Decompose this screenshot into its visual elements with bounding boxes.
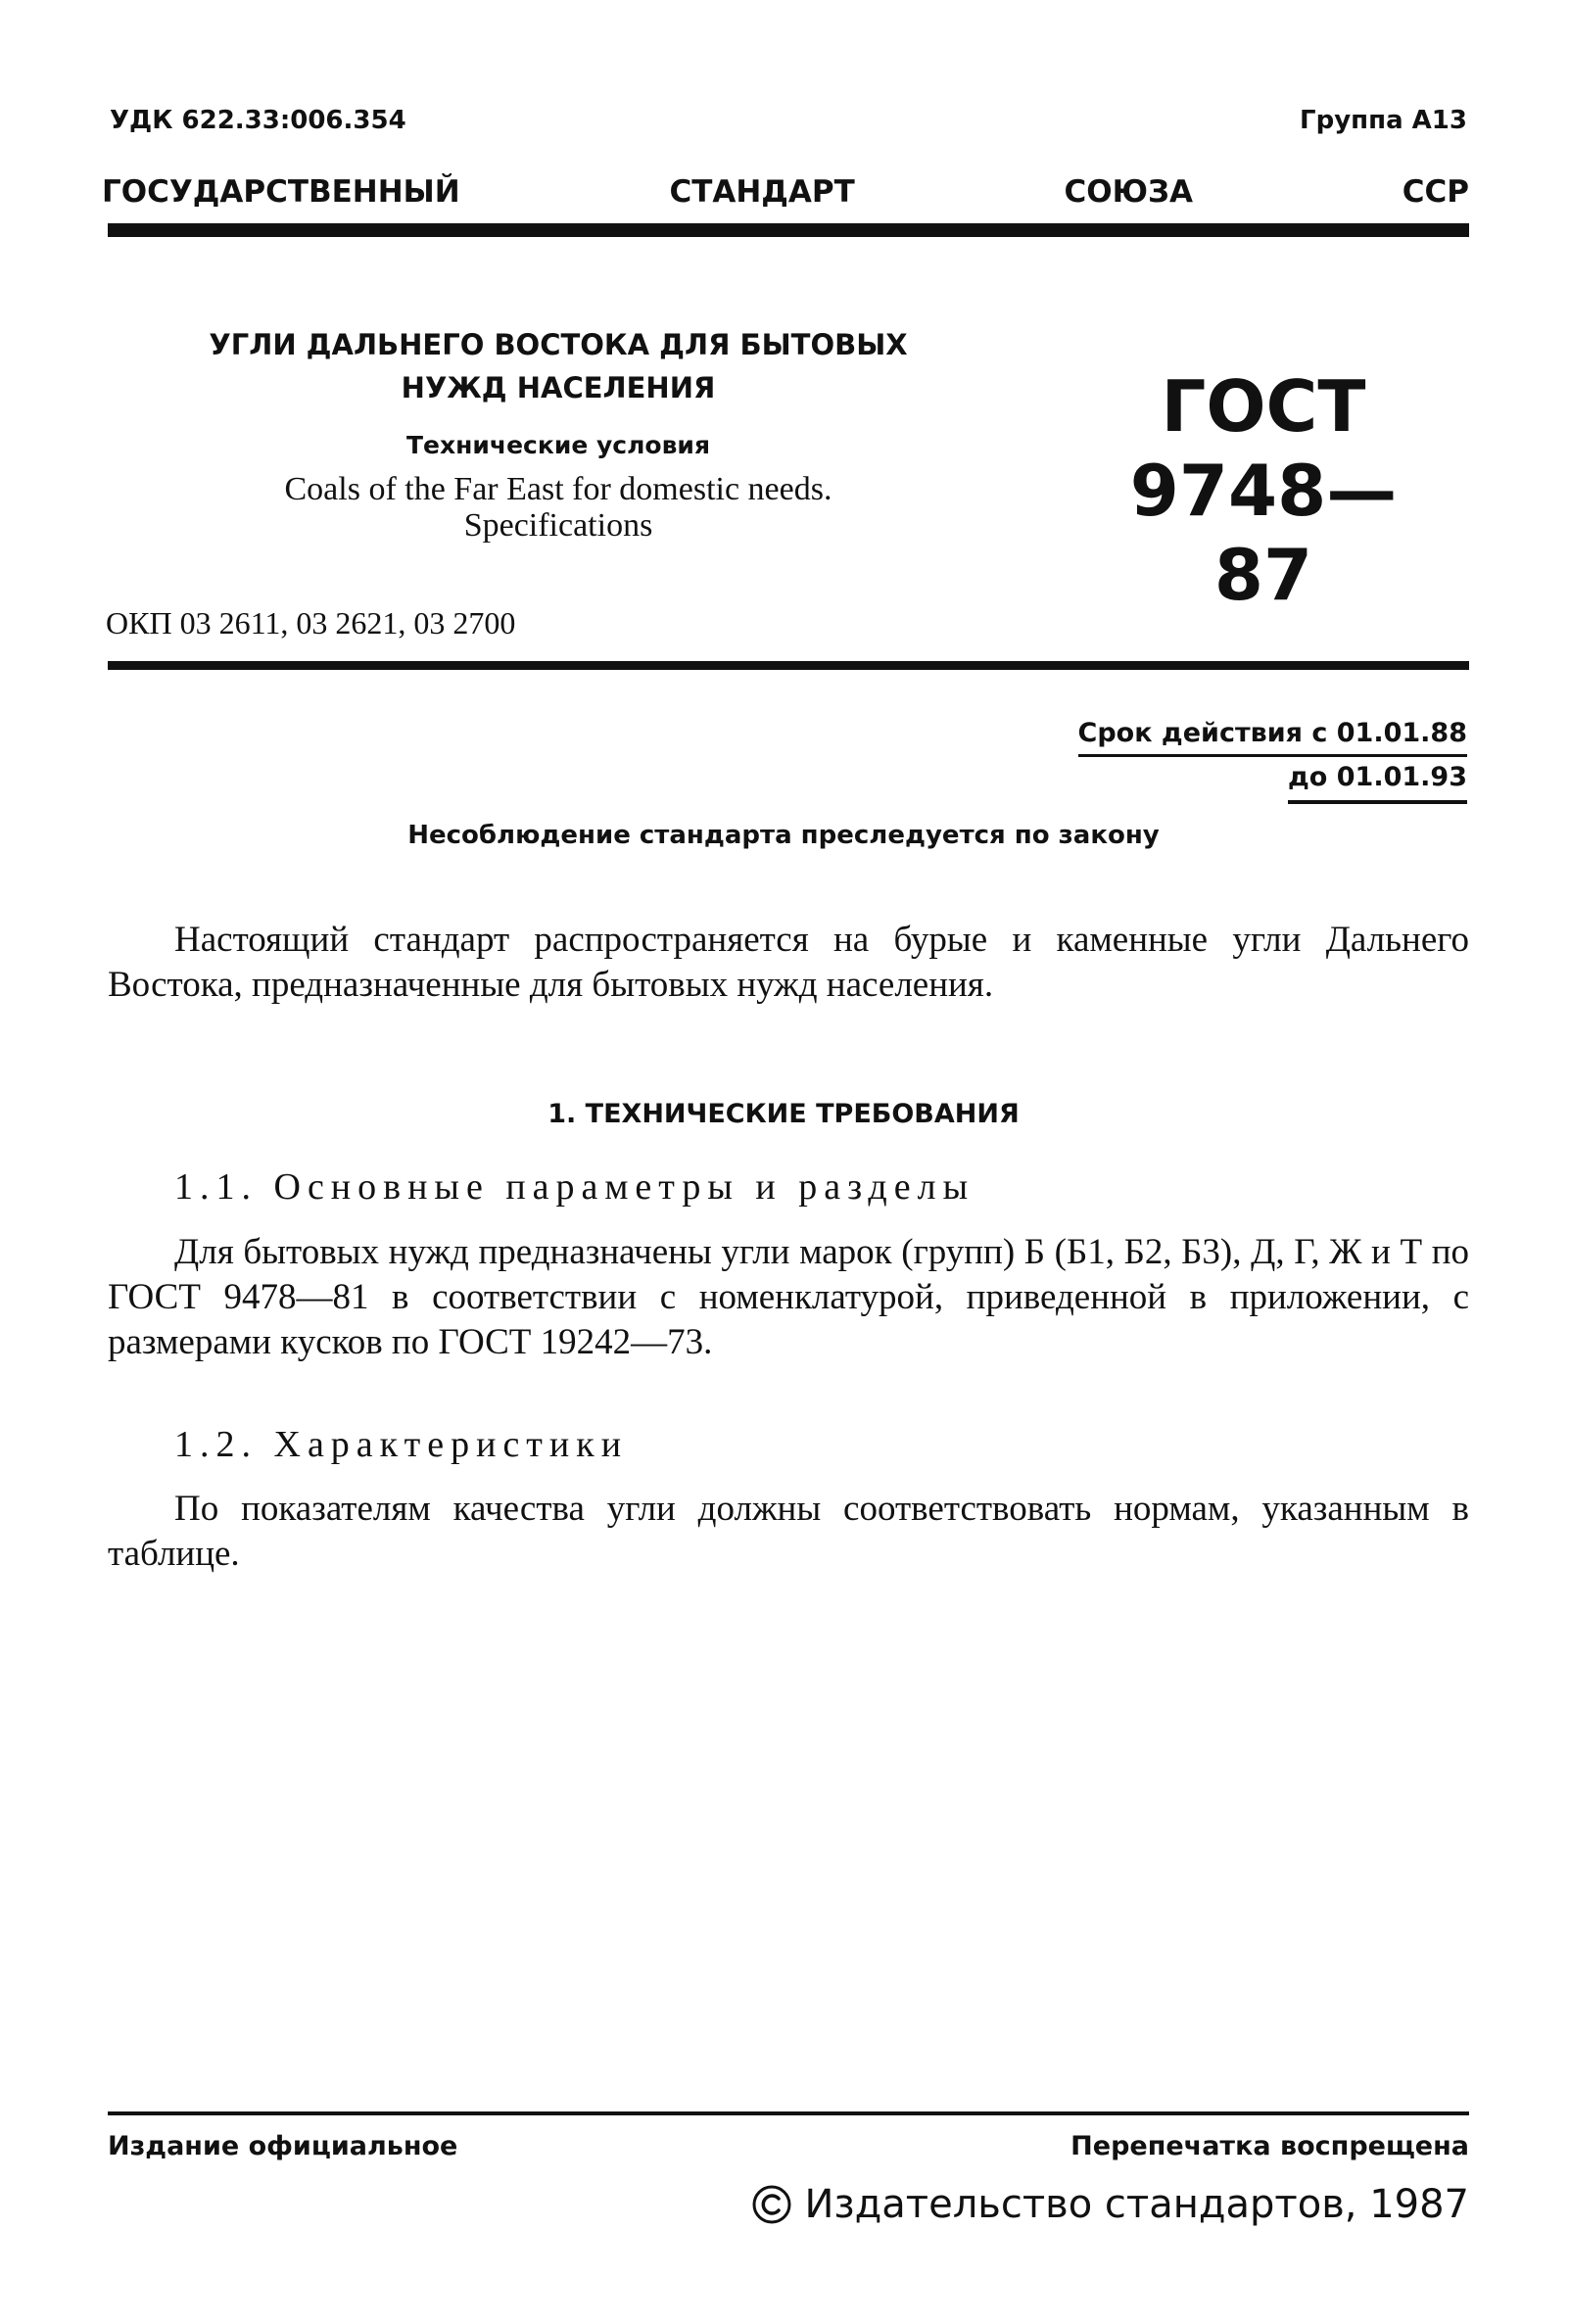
reprint-notice: Перепечатка воспрещена: [1070, 2131, 1469, 2161]
copyright-line: [751, 2182, 1469, 2227]
gost-number: 9748—87: [1129, 450, 1398, 616]
subsection-heading: 1.2. Характеристики: [174, 1424, 629, 1465]
udk-code: УДК 622.33:006.354: [110, 106, 406, 135]
state-standard-word: СТАНДАРТ: [669, 174, 855, 210]
group-code: Группа А13: [1300, 106, 1467, 135]
title-ru-line: НУЖД НАСЕЛЕНИЯ: [401, 371, 716, 404]
intro-text: Настоящий стандарт распространяется на бурые и каменные угли Дальнего Востока, предназначенные для бытовых нужд населения.: [108, 920, 1469, 1005]
subsection-paragraph: [108, 1487, 1469, 1577]
title-block: [157, 323, 960, 544]
footer-divider: [108, 2111, 1469, 2115]
state-standard-word: СОЮЗА: [1064, 174, 1194, 210]
section-heading: 1. ТЕХНИЧЕСКИЕ ТРЕБОВАНИЯ: [547, 1099, 1020, 1129]
title-en-line: Specifications: [463, 507, 653, 544]
subsection-text: Для бытовых нужд предназначены угли марок (групп) Б (Б1, Б2, Б3), Д, Г, Ж и Т по ГОСТ 9478—81 в соответствии с номенклатурой, приведенной в приложении, с размерами кусков по ГОСТ 19242—73.: [108, 1232, 1469, 1362]
title-divider: [108, 661, 1469, 670]
edition-label: Издание официальное: [108, 2131, 458, 2161]
state-standard-banner: [102, 174, 1469, 210]
validity-to: до 01.01.93: [1288, 757, 1467, 804]
subsection-heading: 1.1. Основные параметры и разделы: [174, 1166, 975, 1208]
header-divider: [108, 223, 1469, 237]
title-ru-line: УГЛИ ДАЛЬНЕГО ВОСТОКА ДЛЯ БЫТОВЫХ: [209, 328, 908, 361]
gost-designation: [1087, 364, 1440, 617]
subsection-text: По показателям качества угли должны соответствовать нормам, указанным в таблице.: [108, 1489, 1469, 1574]
legal-notice: Несоблюдение стандарта преследуется по закону: [407, 821, 1160, 850]
title-ru: [157, 323, 960, 409]
validity-from: Срок действия с 01.01.88: [1078, 713, 1468, 757]
subsection-paragraph: [108, 1230, 1469, 1365]
okp-codes: ОКП 03 2611, 03 2621, 03 2700: [106, 605, 516, 640]
copyright-icon: [751, 2184, 792, 2225]
copyright-text: Издательство стандартов, 1987: [804, 2182, 1469, 2227]
title-en-line: Coals of the Far East for domestic needs.: [284, 471, 832, 507]
validity-period: [1078, 713, 1468, 804]
state-standard-word: ГОСУДАРСТВЕННЫЙ: [102, 174, 460, 210]
gost-word: ГОСТ: [1161, 365, 1366, 448]
intro-paragraph: [108, 918, 1469, 1008]
subtitle-ru: Технические условия: [406, 431, 710, 459]
title-en: [157, 471, 960, 544]
state-standard-word: ССР: [1402, 174, 1469, 210]
